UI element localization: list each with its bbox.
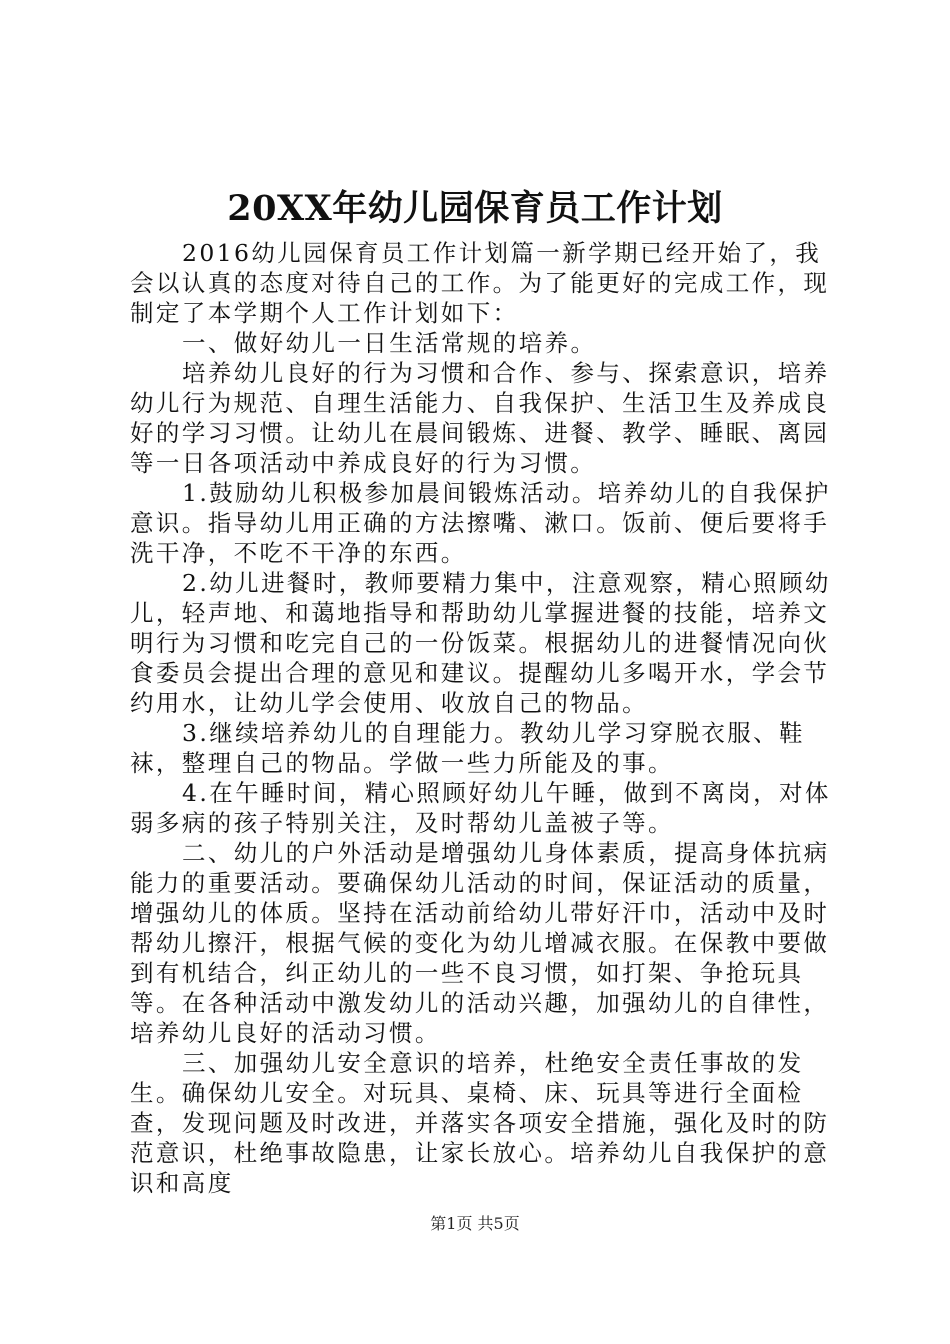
section-heading-1: 一、做好幼儿一日生活常规的培养。 [182, 329, 597, 357]
list-item-3: 3.继续培养幼儿的自理能力。教幼儿学习穿脱衣服、鞋袜，整理自己的物品。学做一些力所能及的事。 [130, 719, 805, 777]
document-title: 20XX年幼儿园保育员工作计划 [227, 188, 723, 229]
list-item-1: 1.鼓励幼儿积极参加晨间锻炼活动。培养幼儿的自我保护意识。指导幼儿用正确的方法擦嘴、漱口。饭前、便后要将手洗干净，不吃不干净的东西。 [130, 479, 831, 567]
document-body [130, 238, 832, 1198]
section-outdoor-activities: 二、幼儿的户外活动是增强幼儿身体素质，提高身体抗病能力的重要活动。要确保幼儿活动的时间，保证活动的质量，增强幼儿的体质。坚持在活动前给幼儿带好汗巾，活动中及时帮幼儿擦汗，根据气候的变化为幼儿增减衣服。在保教中要做到有机结合，纠正幼儿的一些不良习惯，如打架、争抢玩具等。在各种活动中激发幼儿的活动兴趣，加强幼儿的自律性，培养幼儿良好的活动习惯。 [130, 839, 830, 1047]
paragraph-intro: 2016幼儿园保育员工作计划篇一新学期已经开始了，我会以认真的态度对待自己的工作。为了能更好的完成工作，现制定了本学期个人工作计划如下： [130, 239, 830, 327]
section-safety: 三、加强幼儿安全意识的培养，杜绝安全责任事故的发生。确保幼儿安全。对玩具、桌椅、床、玩具等进行全面检查，发现问题及时改进，并落实各项安全措施，强化及时的防范意识，杜绝事故隐患，让家长放心。培养幼儿自我保护的意识和高度 [130, 1049, 830, 1197]
paragraph-habits: 培养幼儿良好的行为习惯和合作、参与、探索意识，培养幼儿行为规范、自理生活能力、自我保护、生活卫生及养成良好的学习习惯。让幼儿在晨间锻炼、进餐、教学、睡眠、离园等一日各项活动中养成良好的行为习惯。 [130, 359, 830, 477]
list-item-2: 2.幼儿进餐时，教师要精力集中，注意观察，精心照顾幼儿，轻声地、和蔼地指导和帮助幼儿掌握进餐的技能，培养文明行为习惯和吃完自己的一份饭菜。根据幼儿的进餐情况向伙食委员会提出合理的意见和建议。提醒幼儿多喝开水，学会节约用水，让幼儿学会使用、收放自己的物品。 [130, 569, 831, 717]
page-footer: 第1页 共5页 [430, 1214, 520, 1233]
list-item-4: 4.在午睡时间，精心照顾好幼儿午睡，做到不离岗，对体弱多病的孩子特别关注，及时帮幼儿盖被子等。 [130, 779, 831, 837]
